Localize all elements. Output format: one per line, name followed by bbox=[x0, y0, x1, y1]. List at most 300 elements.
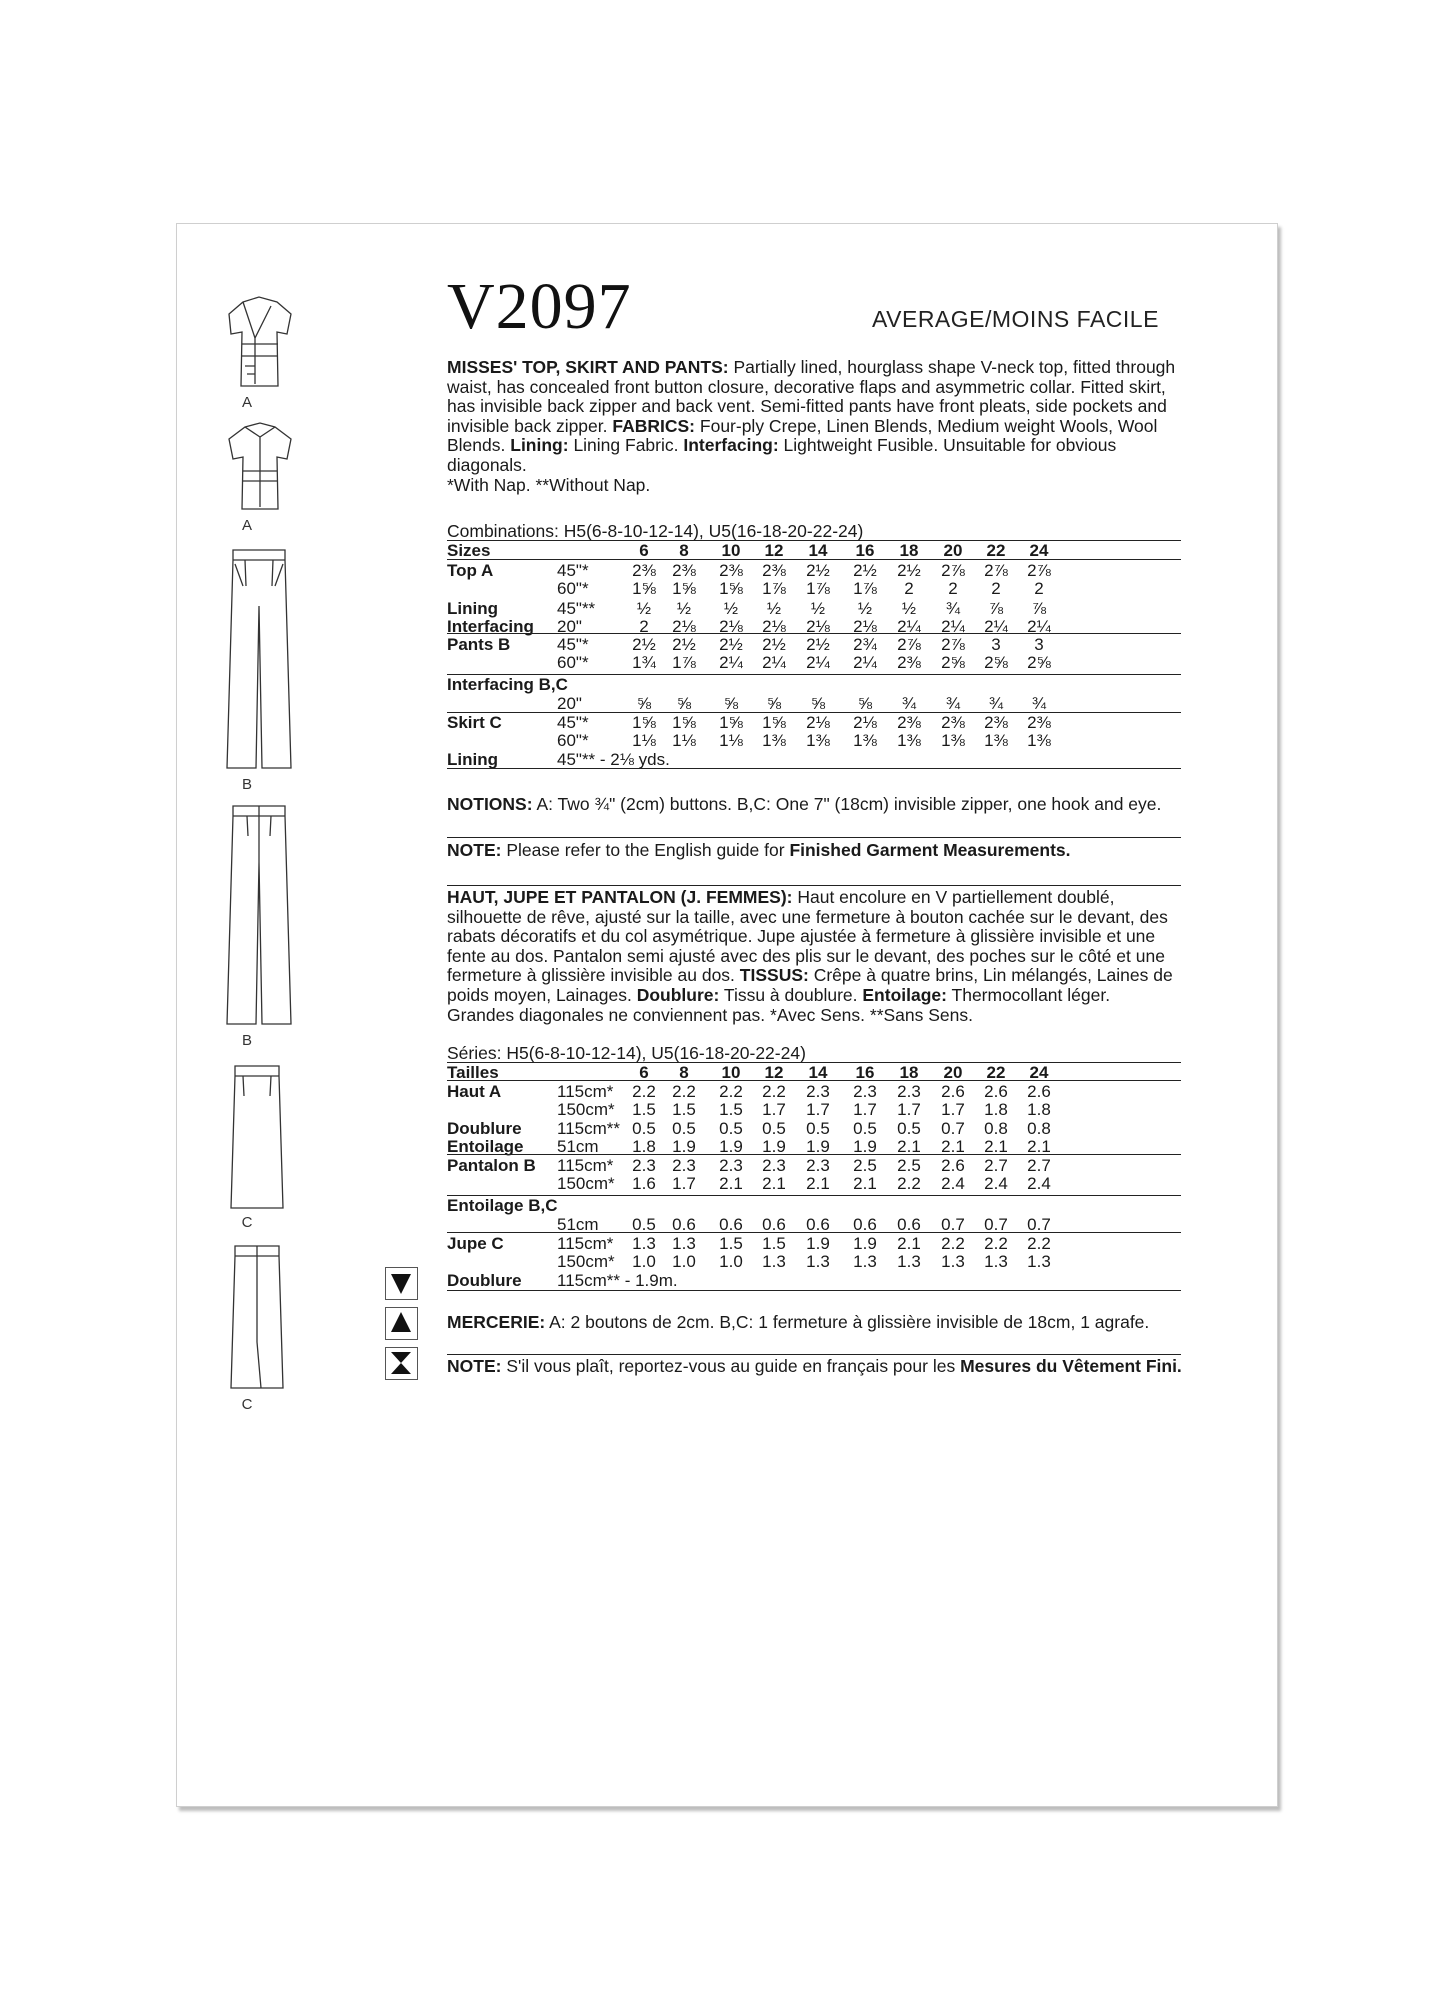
yardage-cell: 1.6 bbox=[632, 1174, 656, 1193]
yardage-cell: 1⅞ bbox=[762, 579, 786, 598]
english-title: MISSES' TOP, SKIRT AND PANTS: bbox=[447, 357, 729, 377]
fabric-width: 45"** bbox=[557, 599, 596, 618]
skirt-c-front-drawing bbox=[221, 1062, 293, 1212]
yardage-cell: 2.2 bbox=[762, 1082, 786, 1101]
table-row bbox=[447, 561, 1181, 580]
yardage-cell: 2 bbox=[1034, 579, 1044, 598]
yardage-cell: ⅞ bbox=[1031, 599, 1047, 618]
view-label: A bbox=[241, 394, 252, 411]
yardage-cell: 1.7 bbox=[806, 1100, 830, 1119]
divider bbox=[447, 837, 1181, 838]
yardage-cell: 2.2 bbox=[941, 1234, 965, 1253]
table-rule bbox=[447, 540, 1181, 541]
yardage-cell: 0.6 bbox=[806, 1215, 830, 1234]
table-rule bbox=[447, 1195, 1181, 1196]
yardage-cell: ½ bbox=[766, 599, 782, 618]
yardage-cell: 1.3 bbox=[984, 1252, 1008, 1271]
yardage-cell: 2⅛ bbox=[719, 617, 743, 636]
table-row bbox=[447, 675, 1181, 694]
divider bbox=[447, 885, 1181, 886]
yardage-cell: ½ bbox=[676, 599, 692, 618]
note-bold: Finished Garment Measurements. bbox=[789, 840, 1071, 860]
doublure-label: Doublure: bbox=[636, 984, 720, 1005]
row-label: Entoilage bbox=[447, 1137, 524, 1156]
size-column-header: 22 bbox=[986, 541, 1006, 560]
yardage-cell: 2 bbox=[948, 579, 958, 598]
yardage-cell: 2.5 bbox=[897, 1156, 921, 1175]
size-column-header: 16 bbox=[855, 1063, 875, 1082]
fabric-width: 60"* bbox=[557, 731, 589, 750]
table-row bbox=[447, 694, 1181, 713]
yardage-cell: 2 bbox=[639, 617, 649, 636]
yardage-cell: 2.6 bbox=[984, 1082, 1008, 1101]
table-row bbox=[447, 1156, 1181, 1175]
combinations-line: Combinations: H5(6-8-10-12-14), U5(16-18-20-22-24) bbox=[447, 521, 864, 541]
yardage-cell: 1⅞ bbox=[672, 653, 696, 672]
yardage-cell: 1.7 bbox=[897, 1100, 921, 1119]
yardage-cell: 2½ bbox=[632, 635, 656, 654]
yardage-cell: 0.7 bbox=[941, 1119, 965, 1138]
yardage-cell: 2¼ bbox=[762, 653, 786, 672]
row-label: Doublure bbox=[447, 1119, 522, 1138]
yardage-cell: 2⅜ bbox=[941, 713, 965, 732]
row-label: Jupe C bbox=[447, 1234, 504, 1253]
yardage-cell: ⅝ bbox=[857, 694, 873, 713]
yardage-cell: 1⅜ bbox=[897, 731, 921, 750]
size-column-header: 18 bbox=[899, 541, 919, 560]
interfacing-label: Interfacing: bbox=[683, 435, 779, 456]
view-label: B bbox=[241, 1032, 252, 1049]
yardage-cell: 2⅜ bbox=[1027, 713, 1051, 732]
yardage-cell: 2.1 bbox=[719, 1174, 743, 1193]
notions-text: A: Two ¾" (2cm) buttons. B,C: One 7" (18cm) invisible zipper, one hook and eye. bbox=[536, 794, 1162, 814]
yardage-cell: 2.3 bbox=[806, 1082, 830, 1101]
yardage-cell: 2.2 bbox=[1027, 1234, 1051, 1253]
table-row bbox=[447, 653, 1181, 672]
doublure-text: Tissu à doublure. bbox=[723, 984, 858, 1005]
lining-text: Lining Fabric. bbox=[573, 435, 679, 456]
row-label: Haut A bbox=[447, 1082, 502, 1101]
yardage-cell: 1.0 bbox=[672, 1252, 696, 1271]
fabrics-label: FABRICS: bbox=[612, 415, 696, 436]
fabric-width: 115cm* bbox=[557, 1234, 614, 1253]
table-header bbox=[447, 541, 1181, 560]
yardage-cell: ⅝ bbox=[723, 694, 739, 713]
table-rule bbox=[447, 1080, 1181, 1081]
yardage-cell: 2.1 bbox=[853, 1174, 877, 1193]
yardage-cell: 2 bbox=[991, 579, 1001, 598]
yardage-cell: 1⅞ bbox=[806, 579, 830, 598]
table-row bbox=[447, 750, 1181, 769]
yardage-cell: 2¼ bbox=[719, 653, 743, 672]
mercerie-text: A: 2 boutons de 2cm. B,C: 1 fermeture à glissière invisible de 18cm, 1 agrafe. bbox=[549, 1312, 1150, 1332]
size-column-header: 24 bbox=[1029, 541, 1049, 560]
yardage-cell: 2¼ bbox=[806, 653, 830, 672]
with-nap-up-icon bbox=[385, 1307, 418, 1340]
yardage-cell: 1⅝ bbox=[632, 579, 656, 598]
english-description bbox=[447, 358, 1182, 495]
entoilage-label: Entoilage: bbox=[862, 984, 947, 1005]
yardage-cell: 1⅝ bbox=[719, 713, 743, 732]
table-row bbox=[447, 635, 1181, 654]
size-column-header: 10 bbox=[721, 1063, 741, 1082]
yardage-cell: 1.3 bbox=[897, 1252, 921, 1271]
yardage-cell: 1.9 bbox=[719, 1137, 743, 1156]
yardage-cell: 1.3 bbox=[806, 1252, 830, 1271]
yardage-cell: 1.9 bbox=[806, 1234, 830, 1253]
yardage-cell: 1⅜ bbox=[762, 731, 786, 750]
yardage-cell: 0.7 bbox=[941, 1215, 965, 1234]
table-rule bbox=[447, 1232, 1181, 1233]
yardage-cell: 1⅛ bbox=[632, 731, 656, 750]
yardage-cell: 0.5 bbox=[806, 1119, 830, 1138]
yardage-cell: 2.1 bbox=[806, 1174, 830, 1193]
top-a-front-drawing bbox=[225, 294, 295, 390]
table-row bbox=[447, 1100, 1181, 1119]
yardage-cell: 2.3 bbox=[806, 1156, 830, 1175]
yardage-cell: 1.7 bbox=[672, 1174, 696, 1193]
yardage-cell: 2⅛ bbox=[762, 617, 786, 636]
yardage-cell: 2½ bbox=[806, 561, 830, 580]
fabric-width: 150cm* bbox=[557, 1174, 615, 1193]
yardage-cell: ¾ bbox=[945, 694, 961, 713]
table-rule bbox=[447, 768, 1181, 769]
yardage-cell: 2⅞ bbox=[941, 561, 965, 580]
yardage-cell: 1⅝ bbox=[762, 713, 786, 732]
yardage-cell: 1⅝ bbox=[672, 713, 696, 732]
yardage-cell: 1⅜ bbox=[806, 731, 830, 750]
yardage-cell: 2⅛ bbox=[806, 713, 830, 732]
row-label: Pants B bbox=[447, 635, 511, 654]
size-column-header: 20 bbox=[943, 1063, 963, 1082]
yardage-cell: ⅝ bbox=[676, 694, 692, 713]
yardage-cell: 2¼ bbox=[941, 617, 965, 636]
french-title: HAUT, JUPE ET PANTALON (J. FEMMES): bbox=[447, 887, 793, 907]
row-label: Pantalon B bbox=[447, 1156, 536, 1175]
table-rule bbox=[447, 674, 1181, 675]
yardage-cell: 1.9 bbox=[806, 1137, 830, 1156]
table-row bbox=[447, 1271, 1181, 1290]
size-column-header: 14 bbox=[808, 541, 828, 560]
yardage-cell: ½ bbox=[723, 599, 739, 618]
size-column-header: 10 bbox=[721, 541, 741, 560]
yardage-cell: 2.2 bbox=[984, 1234, 1008, 1253]
yardage-cell: 3 bbox=[1034, 635, 1044, 654]
yardage-cell: 1⅝ bbox=[632, 713, 656, 732]
fabric-width: 20" bbox=[557, 694, 582, 713]
yardage-cell: 1.7 bbox=[941, 1100, 965, 1119]
fabric-width: 60"* bbox=[557, 653, 589, 672]
fabric-width: 150cm* bbox=[557, 1252, 615, 1271]
yardage-cell: 2.1 bbox=[897, 1234, 921, 1253]
yardage-cell: ⅞ bbox=[988, 599, 1004, 618]
table-row bbox=[447, 1082, 1181, 1101]
yardage-cell: 2.5 bbox=[853, 1156, 877, 1175]
yardage-cell: 1.5 bbox=[719, 1100, 743, 1119]
pattern-number: V2097 bbox=[447, 270, 632, 343]
yardage-cell: 1⅜ bbox=[853, 731, 877, 750]
yardage-cell: 1.9 bbox=[853, 1234, 877, 1253]
yardage-cell: 2.1 bbox=[762, 1174, 786, 1193]
tissus-text: Crêpe à quatre brins, Lin mélangés, Laines de poids moyen, Lainages. bbox=[447, 965, 1173, 1005]
fabric-width: 115cm** bbox=[557, 1119, 620, 1138]
with-nap-down-icon bbox=[385, 1267, 418, 1300]
yardage-cell: 2.3 bbox=[762, 1156, 786, 1175]
yardage-cell: 2⅞ bbox=[1027, 561, 1051, 580]
notions-label: NOTIONS: bbox=[447, 794, 533, 814]
yardage-cell: 1.3 bbox=[941, 1252, 965, 1271]
yardage-cell: 1.3 bbox=[762, 1252, 786, 1271]
yardage-cell: 0.6 bbox=[853, 1215, 877, 1234]
yardage-cell: 0.5 bbox=[719, 1119, 743, 1138]
size-column-header: 24 bbox=[1029, 1063, 1049, 1082]
row-label: Top A bbox=[447, 561, 494, 580]
yardage-cell: 2.2 bbox=[632, 1082, 656, 1101]
table-rule bbox=[447, 1154, 1181, 1155]
yardage-cell: 1⅛ bbox=[719, 731, 743, 750]
table-rule bbox=[447, 559, 1181, 560]
yardage-cell: ½ bbox=[810, 599, 826, 618]
yardage-cell: 1.7 bbox=[762, 1100, 786, 1119]
table-rule bbox=[447, 633, 1181, 634]
yardage-cell: 1¾ bbox=[632, 653, 656, 672]
difficulty-level: AVERAGE/MOINS FACILE bbox=[872, 306, 1159, 332]
size-column-header: 8 bbox=[679, 1063, 689, 1082]
yardage-cell: 1.3 bbox=[1027, 1252, 1051, 1271]
yardage-cell: 1.0 bbox=[719, 1252, 743, 1271]
yardage-cell: 2⅜ bbox=[632, 561, 656, 580]
yardage-cell: ½ bbox=[901, 599, 917, 618]
yardage-cell: 1⅜ bbox=[984, 731, 1008, 750]
yardage-cell: 2.2 bbox=[672, 1082, 696, 1101]
yardage-cell: 2½ bbox=[762, 635, 786, 654]
yardage-cell: 1.3 bbox=[672, 1234, 696, 1253]
yardage-cell: 0.6 bbox=[897, 1215, 921, 1234]
yardage-cell: 2.2 bbox=[719, 1082, 743, 1101]
sizes-header: Sizes bbox=[447, 541, 491, 560]
french-desc: Haut encolure en V partiellement doublé, silhouette de rêve, ajusté sur la taille, avec une fermeture à bouton cachée sur le devant, des rabats décoratifs et du col asymétrique. Jupe ajustée à fermeture à glissière invisible et une fente au dos. Pantalon semi ajusté avec des plis sur le devant, des poches sur le côté et une fermeture à glissière invisible au dos. bbox=[447, 887, 1168, 986]
yardage-cell: 1.5 bbox=[719, 1234, 743, 1253]
skirt-c-back-drawing bbox=[221, 1242, 293, 1392]
view-label: C bbox=[241, 1396, 253, 1413]
yardage-cell: 1.5 bbox=[632, 1100, 656, 1119]
yardage-cell: 0.5 bbox=[897, 1119, 921, 1138]
yardage-cell: 1⅞ bbox=[853, 579, 877, 598]
table-row bbox=[447, 1174, 1181, 1193]
without-nap-icon bbox=[385, 1347, 418, 1380]
yardage-cell: 2¼ bbox=[853, 653, 877, 672]
yardage-cell: ½ bbox=[636, 599, 652, 618]
fabric-width: 51cm bbox=[557, 1215, 599, 1234]
yardage-cell: ¾ bbox=[901, 694, 917, 713]
fabric-width: 115cm** - 1.9m. bbox=[557, 1271, 678, 1290]
fabric-width: 150cm* bbox=[557, 1100, 615, 1119]
yardage-cell: 1.7 bbox=[853, 1100, 877, 1119]
size-column-header: 22 bbox=[986, 1063, 1006, 1082]
yardage-cell: 2.1 bbox=[984, 1137, 1008, 1156]
row-label: Lining bbox=[447, 750, 498, 769]
yardage-cell: 2⅜ bbox=[897, 713, 921, 732]
note-label-fr: NOTE: bbox=[447, 1356, 502, 1376]
yardage-cell: ½ bbox=[857, 599, 873, 618]
table-row bbox=[447, 1252, 1181, 1271]
size-column-header: 16 bbox=[855, 541, 875, 560]
yardage-cell: 2¼ bbox=[984, 617, 1008, 636]
yardage-cell: 0.7 bbox=[1027, 1215, 1051, 1234]
note-label: NOTE: bbox=[447, 840, 502, 860]
pattern-envelope-back bbox=[176, 223, 1278, 1807]
note-bold-fr: Mesures du Vêtement Fini. bbox=[960, 1356, 1182, 1376]
yardage-cell: 2.4 bbox=[1027, 1174, 1051, 1193]
yardage-cell: 1.8 bbox=[984, 1100, 1008, 1119]
yardage-cell: 2.1 bbox=[1027, 1137, 1051, 1156]
yardage-cell: 1.9 bbox=[853, 1137, 877, 1156]
top-a-back-drawing bbox=[225, 421, 295, 513]
yardage-cell: ⅝ bbox=[810, 694, 826, 713]
yardage-cell: 2½ bbox=[806, 635, 830, 654]
yardage-cell: ⅝ bbox=[636, 694, 652, 713]
yardage-cell: 1.5 bbox=[672, 1100, 696, 1119]
yardage-cell: 2½ bbox=[897, 561, 921, 580]
yardage-cell: 2.4 bbox=[984, 1174, 1008, 1193]
lining-label: Lining: bbox=[510, 435, 569, 456]
yardage-cell: 2⅝ bbox=[984, 653, 1008, 672]
size-column-header: 20 bbox=[943, 541, 963, 560]
size-column-header: 12 bbox=[764, 541, 784, 560]
yardage-cell: 2.6 bbox=[941, 1156, 965, 1175]
yardage-cell: 2½ bbox=[719, 635, 743, 654]
table-row bbox=[447, 713, 1181, 732]
yardage-cell: 2.1 bbox=[897, 1137, 921, 1156]
yardage-cell: 2.7 bbox=[1027, 1156, 1051, 1175]
yardage-cell: 2.6 bbox=[1027, 1082, 1051, 1101]
size-column-header: 8 bbox=[679, 541, 689, 560]
view-label: A bbox=[241, 517, 252, 534]
entoilage-text: Thermocollant léger. Grandes diagonales ne conviennent pas. *Avec Sens. **Sans Sens. bbox=[447, 984, 1111, 1025]
tissus-label: TISSUS: bbox=[739, 965, 809, 986]
yardage-cell: 2⅜ bbox=[897, 653, 921, 672]
french-note bbox=[447, 1357, 1182, 1377]
english-note bbox=[447, 841, 1182, 861]
yardage-cell: 2½ bbox=[672, 635, 696, 654]
yardage-cell: 1⅜ bbox=[941, 731, 965, 750]
yardage-cell: 2⅛ bbox=[853, 713, 877, 732]
fabric-width: 115cm* bbox=[557, 1156, 614, 1175]
row-label: Entoilage B,C bbox=[447, 1196, 558, 1215]
yardage-cell: 2.2 bbox=[897, 1174, 921, 1193]
row-label: Interfacing B,C bbox=[447, 675, 568, 694]
yardage-cell: 2 bbox=[904, 579, 914, 598]
yardage-cell: 1.9 bbox=[762, 1137, 786, 1156]
pants-b-front-drawing bbox=[219, 546, 299, 772]
table-row bbox=[447, 1234, 1181, 1253]
yardage-cell: 1.8 bbox=[1027, 1100, 1051, 1119]
yardage-cell: 2⅜ bbox=[719, 561, 743, 580]
yardage-cell: ¾ bbox=[1031, 694, 1047, 713]
table-row bbox=[447, 1196, 1181, 1215]
yardage-cell: 0.5 bbox=[672, 1119, 696, 1138]
yardage-cell: 0.7 bbox=[984, 1215, 1008, 1234]
size-column-header: 6 bbox=[639, 541, 649, 560]
yardage-cell: 2⅞ bbox=[941, 635, 965, 654]
fabric-width: 45"* bbox=[557, 713, 589, 732]
yardage-cell: ⅝ bbox=[766, 694, 782, 713]
french-notions bbox=[447, 1313, 1182, 1333]
yardage-cell: 0.8 bbox=[984, 1119, 1008, 1138]
yardage-cell: 2⅜ bbox=[672, 561, 696, 580]
yardage-cell: 1⅝ bbox=[672, 579, 696, 598]
yardage-cell: 1.5 bbox=[762, 1234, 786, 1253]
yardage-cell: 2½ bbox=[853, 561, 877, 580]
yardage-cell: 1.3 bbox=[853, 1252, 877, 1271]
table-row bbox=[447, 579, 1181, 598]
yardage-cell: 0.5 bbox=[853, 1119, 877, 1138]
english-desc: Partially lined, hourglass shape V-neck top, fitted through waist, has concealed front button closure, decorative flaps and asymmetric collar. Fitted skirt, has invisible back zipper and back vent. Semi-fitted pants have front pleats, side pockets and invisible back zipper. bbox=[447, 357, 1176, 436]
yardage-cell: 2¼ bbox=[897, 617, 921, 636]
yardage-cell: 1⅛ bbox=[672, 731, 696, 750]
yardage-cell: 2.3 bbox=[632, 1156, 656, 1175]
table-row bbox=[447, 1119, 1181, 1138]
interfacing-text: Lightweight Fusible. Unsuitable for obvious diagonals. bbox=[447, 435, 1117, 475]
yardage-cell: 2¾ bbox=[853, 635, 877, 654]
mercerie-label: MERCERIE: bbox=[447, 1312, 546, 1332]
nap-note: *With Nap. **Without Nap. bbox=[447, 474, 651, 495]
yardage-cell: 3 bbox=[991, 635, 1001, 654]
series-line: Séries: H5(6-8-10-12-14), U5(16-18-20-22-24) bbox=[447, 1043, 806, 1063]
size-column-header: 12 bbox=[764, 1063, 784, 1082]
table-rule bbox=[447, 1290, 1181, 1291]
pants-b-back-drawing bbox=[219, 802, 299, 1028]
yardage-cell: ¾ bbox=[945, 599, 961, 618]
yardage-cell: 1.3 bbox=[632, 1234, 656, 1253]
yardage-cell: 2⅛ bbox=[672, 617, 696, 636]
table-row bbox=[447, 731, 1181, 750]
yardage-cell: 2.3 bbox=[853, 1082, 877, 1101]
row-label: Interfacing bbox=[447, 617, 534, 636]
size-column-header: 6 bbox=[639, 1063, 649, 1082]
fabric-width: 45"** - 2⅛ yds. bbox=[557, 750, 670, 769]
divider bbox=[447, 1354, 1181, 1355]
yardage-cell: 2¼ bbox=[1027, 617, 1051, 636]
sizes-header: Tailles bbox=[447, 1063, 499, 1082]
table-rule bbox=[447, 1062, 1181, 1063]
french-description bbox=[447, 888, 1182, 1025]
yardage-cell: 2⅝ bbox=[1027, 653, 1051, 672]
yardage-cell: 1.0 bbox=[632, 1252, 656, 1271]
yardage-cell: 0.8 bbox=[1027, 1119, 1051, 1138]
yardage-cell: 2⅜ bbox=[984, 713, 1008, 732]
yardage-cell: 1⅝ bbox=[719, 579, 743, 598]
yardage-cell: 0.6 bbox=[672, 1215, 696, 1234]
yardage-cell: ¾ bbox=[988, 694, 1004, 713]
yardage-cell: 2.4 bbox=[941, 1174, 965, 1193]
yardage-cell: 2.3 bbox=[897, 1082, 921, 1101]
yardage-cell: 2.1 bbox=[941, 1137, 965, 1156]
yardage-cell: 0.5 bbox=[762, 1119, 786, 1138]
fabric-width: 45"* bbox=[557, 561, 589, 580]
row-label: Lining bbox=[447, 599, 498, 618]
view-label: C bbox=[241, 1214, 253, 1231]
yardage-cell: 2⅛ bbox=[806, 617, 830, 636]
fabric-width: 51cm bbox=[557, 1137, 599, 1156]
row-label: Doublure bbox=[447, 1271, 522, 1290]
yardage-cell: 2⅞ bbox=[897, 635, 921, 654]
yardage-cell: 1.8 bbox=[632, 1137, 656, 1156]
yardage-cell: 2⅝ bbox=[941, 653, 965, 672]
yardage-cell: 0.5 bbox=[632, 1119, 656, 1138]
yardage-cell: 2.3 bbox=[672, 1156, 696, 1175]
yardage-cell: 1⅜ bbox=[1027, 731, 1051, 750]
